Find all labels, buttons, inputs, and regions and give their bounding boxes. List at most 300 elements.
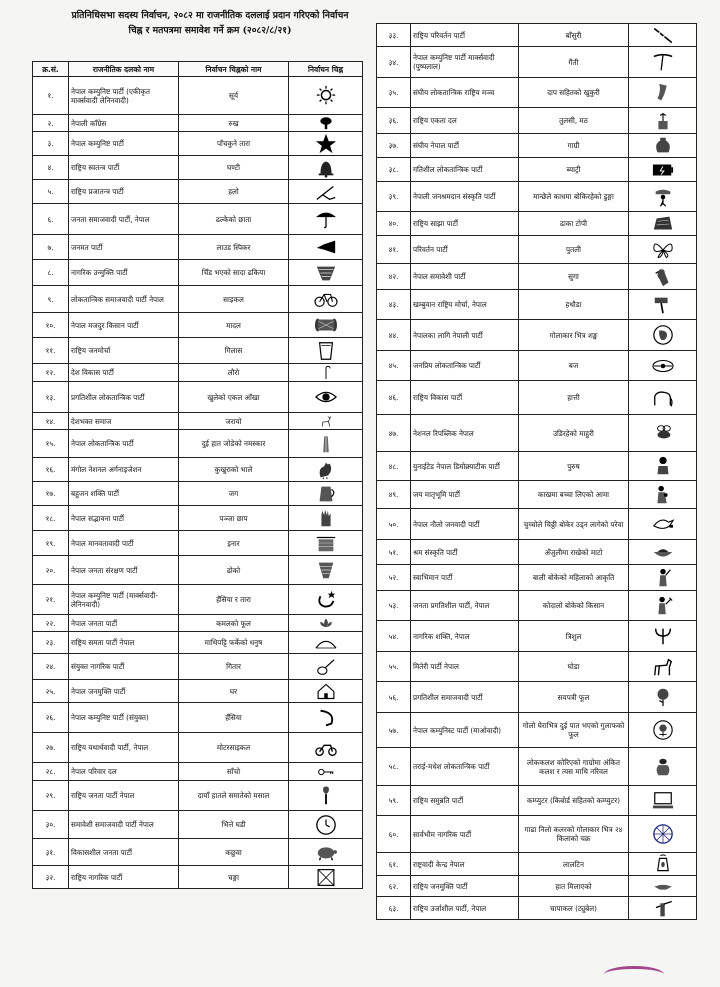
- symbol-cell: [629, 748, 697, 786]
- party-name: संयुक्त नागरिक पार्टी: [69, 654, 179, 680]
- table-row: [377, 351, 697, 381]
- table-row: [377, 853, 697, 876]
- table-row: [377, 748, 697, 786]
- kalash-icon: [649, 756, 677, 778]
- symbol-cell: [289, 556, 363, 585]
- serial-number: ३.: [33, 132, 69, 156]
- serial-number: ४१.: [377, 236, 411, 264]
- table-row: [377, 481, 697, 509]
- party-name: राष्ट्रिय जनता पार्टी नेपाल: [69, 781, 179, 811]
- symbol-name: लालटिन: [519, 853, 629, 876]
- serial-number: ४३.: [377, 290, 411, 320]
- symbol-cell: [289, 338, 363, 364]
- serial-number: ४४.: [377, 320, 411, 351]
- handpump-icon: [649, 898, 677, 919]
- flute-icon: [649, 25, 677, 46]
- symbol-cell: [289, 204, 363, 235]
- title-line-2: चिह्न र मतपत्रमा समावेश गर्ने क्रम (२०८२/८/२१): [128, 25, 292, 36]
- rooster-icon: [312, 459, 340, 481]
- handshake-icon: [649, 877, 677, 896]
- serial-number: २८.: [33, 763, 69, 781]
- guitar-icon: [312, 656, 340, 678]
- symbol-cell: [289, 115, 363, 132]
- party-name: सार्वभौम नागरिक पार्टी: [411, 816, 519, 853]
- table-row: [377, 264, 697, 290]
- parrot-icon: [649, 266, 677, 288]
- water-pot-icon: [649, 135, 677, 157]
- symbol-name: पुरुष: [519, 452, 629, 481]
- symbol-cell: [289, 260, 363, 286]
- symbol-name: तुलसी, मठ: [519, 108, 629, 134]
- horse-icon: [649, 656, 677, 678]
- symbol-cell: [629, 351, 697, 381]
- symbol-name: भित्ते घडी: [179, 811, 289, 839]
- table-row: [33, 364, 363, 382]
- star-icon: [312, 133, 340, 155]
- serial-number: २३.: [33, 632, 69, 654]
- party-name: राष्ट्रिय परिवर्तन पार्टी: [411, 24, 519, 47]
- table-row: [377, 158, 697, 182]
- party-name: नेपाल कम्युनिष्ट पार्टी (एकीकृत मार्क्सवादी लेनिनवादी): [69, 77, 179, 115]
- symbol-cell: [289, 763, 363, 781]
- bee-icon: [649, 422, 677, 444]
- symbol-name: हात्ती: [519, 381, 629, 415]
- symbol-cell: [289, 458, 363, 482]
- symbol-name: लाउड स्पिकर: [179, 235, 289, 260]
- serial-number: ३८.: [377, 158, 411, 182]
- symbol-cell: [629, 816, 697, 853]
- symbol-name: हँसिया र तारा: [179, 585, 289, 615]
- wall-clock-icon: [312, 814, 340, 836]
- symbol-name: गोलाकार भित्र शङ्ख: [519, 320, 629, 351]
- serial-number: १५.: [33, 430, 69, 458]
- table-row: [377, 682, 697, 713]
- party-name: श्रम संस्कृति पार्टी: [411, 540, 519, 565]
- symbol-name: चिँड भएको सादा ढकिया: [179, 260, 289, 286]
- symbol-cell: [289, 286, 363, 313]
- symbol-name: पुतली: [519, 236, 629, 264]
- party-name: नेपाल कम्युनिष्ट पार्टी मार्क्सवादी (पुष्पलाल): [411, 47, 519, 78]
- serial-number: ३९.: [377, 182, 411, 212]
- serial-number: ४५.: [377, 351, 411, 381]
- serial-number: ३६.: [377, 108, 411, 134]
- symbol-cell: [289, 132, 363, 156]
- symbol-name: दाप सहितको खुकुरी: [519, 78, 629, 108]
- symbol-name: चुच्चोले चिठ्ठी बोकेर उड्न लागेको परेवा: [519, 509, 629, 540]
- party-name: राष्ट्रिय स्वतन्त्र पार्टी: [69, 156, 179, 180]
- party-name: नेपाल परिवार दल: [69, 763, 179, 781]
- chakra-icon: [649, 823, 677, 845]
- rose-circle-icon: [649, 719, 677, 741]
- party-name: नेपाल मानवतावादी पार्टी: [69, 531, 179, 556]
- symbol-cell: [629, 381, 697, 415]
- symbol-name: कमलको फूल: [179, 615, 289, 632]
- symbol-name: सूर्य: [179, 77, 289, 115]
- pickaxe-icon: [649, 51, 677, 73]
- serial-number: २१.: [33, 585, 69, 615]
- party-name: जनमत पार्टी: [69, 235, 179, 260]
- symbol-cell: [629, 158, 697, 182]
- walking-stick-icon: [312, 365, 340, 381]
- serial-number: ३४.: [377, 47, 411, 78]
- serial-number: ४७.: [377, 415, 411, 452]
- symbol-name: जग: [179, 482, 289, 506]
- conch-icon: [649, 324, 677, 346]
- key-icon: [312, 764, 340, 780]
- serial-number: ४६.: [377, 381, 411, 415]
- table-row: [377, 591, 697, 621]
- party-name: नेपाल मजदुर किसान पार्टी: [69, 313, 179, 338]
- header-symbol: निर्वाचन चिह्न: [289, 62, 363, 77]
- serial-number: १२.: [33, 364, 69, 382]
- table-row: [377, 290, 697, 320]
- table-row: [377, 816, 697, 853]
- symbol-cell: [289, 866, 363, 889]
- symbol-cell: [629, 108, 697, 134]
- hammer-icon: [649, 294, 677, 316]
- battery-icon: [649, 159, 677, 181]
- table-row: [33, 654, 363, 680]
- serial-number: १८.: [33, 506, 69, 531]
- symbol-name: रुख: [179, 115, 289, 132]
- party-name: प्रगतिशील लोकतान्त्रिक पार्टी: [69, 382, 179, 413]
- marigold-icon: [649, 686, 677, 708]
- party-name: नेपाल नौलो जनवादी पार्टी: [411, 509, 519, 540]
- serial-number: ४९.: [377, 481, 411, 509]
- symbol-name: पञ्जा छाप: [179, 506, 289, 531]
- symbol-name: घोडा: [519, 652, 629, 682]
- party-name: देश विकास पार्टी: [69, 364, 179, 382]
- party-name: नेपाल जनमुक्ति पार्टी: [69, 680, 179, 703]
- party-name: संघीय लोकतान्त्रिक राष्ट्रिय मञ्च: [411, 78, 519, 108]
- dhaka-topi-icon: [649, 213, 677, 235]
- table-row: [33, 703, 363, 733]
- symbol-name: साइकल: [179, 286, 289, 313]
- serial-number: २.: [33, 115, 69, 132]
- symbol-cell: [289, 156, 363, 180]
- party-name: राष्ट्रिय जनमुक्ति पार्टी: [411, 876, 519, 897]
- table-row: [33, 286, 363, 313]
- table-row: [377, 713, 697, 748]
- symbol-name: मोटरसाइकल: [179, 733, 289, 763]
- table-row: [377, 897, 697, 920]
- table-row: [33, 313, 363, 338]
- party-name: नेपाल समावेशी पार्टी: [411, 264, 519, 290]
- party-name: युनाईटेड नेपाल डिमोक्र्याटीक पार्टी: [411, 452, 519, 481]
- woman-crop-icon: [649, 567, 677, 589]
- vajra-icon: [649, 355, 677, 377]
- tortoise-icon: [312, 841, 340, 863]
- party-name: जय मातृभूमि पार्टी: [411, 481, 519, 509]
- symbol-cell: [289, 811, 363, 839]
- party-name: देशभक्त समाज: [69, 413, 179, 430]
- symbol-cell: [629, 452, 697, 481]
- table-row: [33, 615, 363, 632]
- tree-icon: [312, 116, 340, 131]
- serial-number: १३.: [33, 382, 69, 413]
- symbol-name: माथिपट्टि फर्केको धनुष: [179, 632, 289, 654]
- serial-number: ५१.: [377, 540, 411, 565]
- table-row: [33, 680, 363, 703]
- symbol-cell: [629, 509, 697, 540]
- symbol-name: लोककलश कोरिएको गाग्रोमा अंकित कलश र त्यस माथि नरिवल: [519, 748, 629, 786]
- symbol-cell: [629, 591, 697, 621]
- symbol-name: ढाका टोपी: [519, 212, 629, 236]
- serial-number: ८.: [33, 260, 69, 286]
- table-row: [33, 235, 363, 260]
- symbol-cell: [629, 134, 697, 158]
- symbol-cell: [289, 430, 363, 458]
- serial-number: ४८.: [377, 452, 411, 481]
- party-name: राष्ट्रिय समुन्नति पार्टी: [411, 786, 519, 816]
- kite-icon: [312, 867, 340, 888]
- serial-number: ३७.: [377, 134, 411, 158]
- sun-icon: [312, 85, 340, 107]
- table-row: [377, 621, 697, 652]
- symbol-cell: [289, 413, 363, 430]
- symbol-name: लौरो: [179, 364, 289, 382]
- table-row: [33, 585, 363, 615]
- symbol-name: घर: [179, 680, 289, 703]
- symbol-name: कोदालो बोकेको किसान: [519, 591, 629, 621]
- serial-number: ३३.: [377, 24, 411, 47]
- table-row: [377, 415, 697, 452]
- symbol-name: साँचो: [179, 763, 289, 781]
- party-name: प्रगतिशील समाजवादी पार्टी: [411, 682, 519, 713]
- party-name: नेशनल रिपब्लिक नेपाल: [411, 415, 519, 452]
- table-row: [377, 452, 697, 481]
- table-row: [33, 180, 363, 204]
- symbol-name: काखमा बच्चा लिएको आमा: [519, 481, 629, 509]
- symbol-cell: [629, 320, 697, 351]
- serial-number: ३२.: [33, 866, 69, 889]
- serial-number: ९.: [33, 286, 69, 313]
- party-name: राष्ट्रिय उर्जाशील पार्टी, नेपाल: [411, 897, 519, 920]
- table-row: [33, 260, 363, 286]
- symbol-cell: [289, 680, 363, 703]
- table-row: [33, 506, 363, 531]
- serial-number: ११.: [33, 338, 69, 364]
- symbol-name: दुई हात जोडेको नमस्कार: [179, 430, 289, 458]
- symbol-cell: [289, 235, 363, 260]
- table-row: [33, 839, 363, 866]
- symbol-cell: [289, 506, 363, 531]
- symbol-cell: [629, 264, 697, 290]
- symbol-cell: [289, 180, 363, 204]
- party-name: राष्ट्रिय यथार्थवादी पार्टी, नेपाल: [69, 733, 179, 763]
- table-row: [33, 132, 363, 156]
- header-party: राजनीतिक दलको नाम: [69, 62, 179, 77]
- serial-number: ४.: [33, 156, 69, 180]
- symbol-cell: [629, 415, 697, 452]
- symbol-cell: [629, 652, 697, 682]
- serial-number: ५४.: [377, 621, 411, 652]
- symbol-name: चङ्गा: [179, 866, 289, 889]
- serial-number: ६.: [33, 204, 69, 235]
- bell-icon: [312, 157, 340, 179]
- table-row: [33, 413, 363, 430]
- serial-number: ५०.: [377, 509, 411, 540]
- serial-number: २९.: [33, 781, 69, 811]
- symbol-name: मान्छेले काधमा बोकिरहेको डुङ्गा: [519, 182, 629, 212]
- loudspeaker-icon: [312, 236, 340, 258]
- symbol-cell: [629, 853, 697, 876]
- serial-number: १७.: [33, 482, 69, 506]
- serial-number: १४.: [33, 413, 69, 430]
- left-symbol-table: [32, 61, 363, 889]
- party-name: नेपाली जनश्रमदान संस्कृति पार्टी: [411, 182, 519, 212]
- symbol-name: दायाँ हातले समातेको मसाल: [179, 781, 289, 811]
- party-name: राष्ट्रिय जनमोर्चा: [69, 338, 179, 364]
- table-row: [377, 381, 697, 415]
- butterfly-icon: [649, 239, 677, 261]
- symbol-cell: [629, 481, 697, 509]
- header-serial: क्र.सं.: [33, 62, 69, 77]
- symbol-cell: [289, 654, 363, 680]
- party-name: नेपाल जनता संरक्षण पार्टी: [69, 556, 179, 585]
- symbol-name: घण्टी: [179, 156, 289, 180]
- party-name: नेपाल कम्युनिस्ट पार्टी (माओवादी): [411, 713, 519, 748]
- eye-icon: [312, 386, 340, 408]
- table-row: [33, 531, 363, 556]
- doko-basket-icon: [312, 559, 340, 581]
- party-name: समावेशी समाजवादी पार्टी नेपाल: [69, 811, 179, 839]
- party-name: राष्ट्रिय समता पार्टी नेपाल: [69, 632, 179, 654]
- table-row: [377, 134, 697, 158]
- computer-icon: [649, 790, 677, 812]
- symbol-name: हात मिलाएको: [519, 876, 629, 897]
- umbrella-icon: [312, 208, 340, 230]
- table-row: [377, 78, 697, 108]
- header-symbol-name: निर्वाचन चिह्नको नाम: [179, 62, 289, 77]
- table-row: [33, 482, 363, 506]
- serial-number: ५७.: [377, 713, 411, 748]
- basket-icon: [312, 262, 340, 284]
- symbol-cell: [629, 47, 697, 78]
- symbol-name: गिलास: [179, 338, 289, 364]
- table-row: [33, 781, 363, 811]
- plough-icon: [312, 181, 340, 203]
- house-icon: [312, 681, 340, 702]
- table-row: [33, 77, 363, 115]
- symbol-name: सयपत्री फूल: [519, 682, 629, 713]
- party-name: नेपाल जनता पार्टी: [69, 615, 179, 632]
- serial-number: ५३.: [377, 591, 411, 621]
- table-row: [33, 115, 363, 132]
- table-row: [377, 108, 697, 134]
- symbol-name: बाँसुरी: [519, 24, 629, 47]
- table-row: [33, 382, 363, 413]
- table-row: [33, 458, 363, 482]
- bow-icon: [312, 633, 340, 653]
- soil-hands-icon: [649, 541, 677, 563]
- serial-number: २२.: [33, 615, 69, 632]
- table-row: [33, 156, 363, 180]
- party-name: मंगोल नेशनल अर्गनाइजेशन: [69, 458, 179, 482]
- bicycle-icon: [312, 288, 340, 310]
- glass-icon: [312, 340, 340, 362]
- madal-drum-icon: [312, 314, 340, 336]
- symbol-name: ढल्केको छाता: [179, 204, 289, 235]
- serial-number: २४.: [33, 654, 69, 680]
- symbol-name: ढोको: [179, 556, 289, 585]
- party-name: स्वाभिमान पार्टी: [411, 565, 519, 591]
- symbol-cell: [629, 897, 697, 920]
- serial-number: ५८.: [377, 748, 411, 786]
- party-name: नेपालका लागि नेपाली पार्टी: [411, 320, 519, 351]
- symbol-name: कछुवा: [179, 839, 289, 866]
- namaste-hands-icon: [312, 433, 340, 455]
- symbol-name: गाग्री: [519, 134, 629, 158]
- serial-number: ६०.: [377, 816, 411, 853]
- table-row: [377, 47, 697, 78]
- symbol-name: अँजुलीमा राखेको माटो: [519, 540, 629, 565]
- serial-number: १०.: [33, 313, 69, 338]
- serial-number: ५५.: [377, 652, 411, 682]
- party-name: परिवर्तन पार्टी: [411, 236, 519, 264]
- symbol-name: कुखुराको भाले: [179, 458, 289, 482]
- sickle-star-icon: [312, 589, 340, 611]
- symbol-name: ब्याट्री: [519, 158, 629, 182]
- serial-number: २६.: [33, 703, 69, 733]
- symbol-name: कम्प्युटर (किबोर्ड सहितको कम्प्युटर): [519, 786, 629, 816]
- serial-number: १९.: [33, 531, 69, 556]
- party-name: जनता प्रगतिशील पार्टी, नेपाल: [411, 591, 519, 621]
- lantern-icon: [649, 854, 677, 875]
- table-row: [377, 652, 697, 682]
- table-row: [377, 540, 697, 565]
- serial-number: ५६.: [377, 682, 411, 713]
- party-name: विकासशील जनता पार्टी: [69, 839, 179, 866]
- sickle-icon: [312, 707, 340, 729]
- man-icon: [649, 455, 677, 477]
- serial-number: ६२.: [377, 876, 411, 897]
- symbol-name: सुगा: [519, 264, 629, 290]
- symbol-name: जरायो: [179, 413, 289, 430]
- party-name: नेपाल कम्युनिष्ट पार्टी: [69, 132, 179, 156]
- symbol-cell: [289, 733, 363, 763]
- symbol-cell: [629, 786, 697, 816]
- party-name: नेपाल लोकतान्त्रिक पार्टी: [69, 430, 179, 458]
- symbol-name: चापाकल (ट्युबेल): [519, 897, 629, 920]
- symbol-name: मादल: [179, 313, 289, 338]
- symbol-name: गैंती: [519, 47, 629, 78]
- symbol-cell: [629, 876, 697, 897]
- well-icon: [312, 532, 340, 554]
- table-row: [33, 430, 363, 458]
- party-name: जनता समाजवादी पार्टी, नेपाल: [69, 204, 179, 235]
- serial-number: ६३.: [377, 897, 411, 920]
- deer-icon: [312, 414, 340, 429]
- party-name: तराई-मधेश लोकतान्त्रिक पार्टी: [411, 748, 519, 786]
- serial-number: २७.: [33, 733, 69, 763]
- party-name: संघीय नेपाल पार्टी: [411, 134, 519, 158]
- symbol-name: उडिरहेको माहुरी: [519, 415, 629, 452]
- symbol-name: हँसिया: [179, 703, 289, 733]
- serial-number: २०.: [33, 556, 69, 585]
- symbol-name: त्रिशुल: [519, 621, 629, 652]
- symbol-name: बज: [519, 351, 629, 381]
- dove-letter-icon: [649, 513, 677, 535]
- jug-icon: [312, 483, 340, 505]
- table-row: [33, 204, 363, 235]
- symbol-cell: [289, 382, 363, 413]
- table-row: [377, 509, 697, 540]
- corner-logo-arc: [604, 966, 664, 983]
- serial-number: ४०.: [377, 212, 411, 236]
- party-name: राष्ट्रिय विकास पार्टी: [411, 381, 519, 415]
- symbol-name: पाँचकुने तारा: [179, 132, 289, 156]
